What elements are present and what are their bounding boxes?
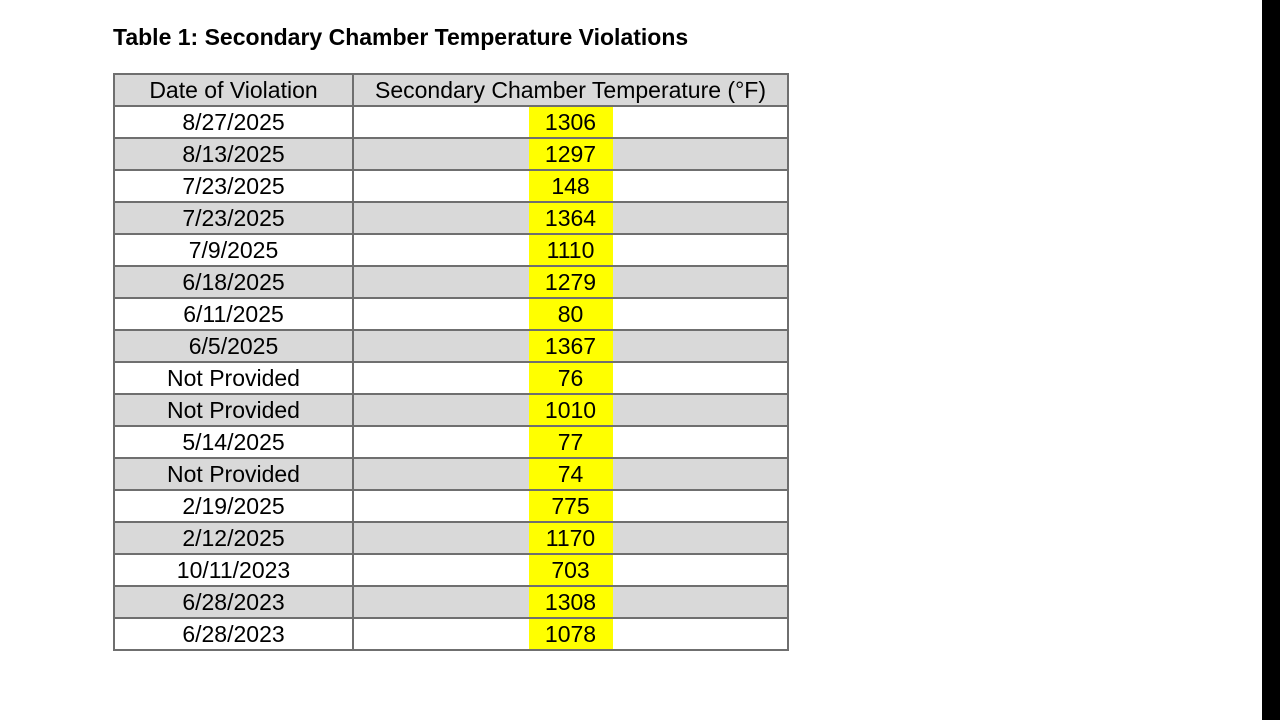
table-row (114, 170, 788, 202)
temperature-cell (353, 490, 788, 522)
temperature-cell (353, 522, 788, 554)
table-row (114, 586, 788, 618)
temperature-cell (353, 330, 788, 362)
table-row (114, 522, 788, 554)
table-header-row (114, 74, 788, 106)
temperature-cell (353, 138, 788, 170)
table-row (114, 234, 788, 266)
date-cell: 6/28/2023 (114, 586, 353, 618)
date-cell: 2/12/2025 (114, 522, 353, 554)
table-caption: Table 1: Secondary Chamber Temperature Violations (113, 24, 689, 50)
table-row (114, 394, 788, 426)
date-cell: Not Provided (114, 458, 353, 490)
table-row (114, 202, 788, 234)
temperature-value: 77 (529, 427, 613, 457)
temperature-value: 74 (529, 459, 613, 489)
table-row (114, 426, 788, 458)
temperature-cell (353, 554, 788, 586)
date-cell: 7/23/2025 (114, 170, 353, 202)
violations-table (113, 73, 789, 651)
temperature-cell (353, 106, 788, 138)
temperature-value: 80 (529, 299, 613, 329)
date-cell: 7/23/2025 (114, 202, 353, 234)
temperature-cell (353, 618, 788, 650)
date-cell: 6/28/2023 (114, 618, 353, 650)
temperature-cell (353, 586, 788, 618)
date-cell: 8/13/2025 (114, 138, 353, 170)
temperature-value: 775 (529, 491, 613, 521)
date-cell: 5/14/2025 (114, 426, 353, 458)
temperature-value: 1364 (529, 203, 613, 233)
date-cell: 2/19/2025 (114, 490, 353, 522)
temperature-value: 148 (529, 171, 613, 201)
table-row (114, 266, 788, 298)
temperature-value: 1306 (529, 107, 613, 137)
date-cell: 6/5/2025 (114, 330, 353, 362)
table-row (114, 458, 788, 490)
temperature-value: 1367 (529, 331, 613, 361)
temperature-value: 1279 (529, 267, 613, 297)
temperature-value: 1010 (529, 395, 613, 425)
temperature-cell (353, 362, 788, 394)
temperature-cell (353, 394, 788, 426)
date-cell: 6/11/2025 (114, 298, 353, 330)
temperature-cell (353, 298, 788, 330)
temperature-value: 76 (529, 363, 613, 393)
date-cell: Not Provided (114, 394, 353, 426)
temperature-value: 1110 (529, 235, 613, 265)
temperature-cell (353, 266, 788, 298)
temperature-value: 1308 (529, 587, 613, 617)
table-row (114, 298, 788, 330)
date-cell: 8/27/2025 (114, 106, 353, 138)
table-row (114, 362, 788, 394)
temperature-cell (353, 202, 788, 234)
table-row (114, 330, 788, 362)
window-edge (1262, 0, 1280, 720)
header-date-of-violation: Date of Violation (114, 74, 353, 106)
date-cell: 6/18/2025 (114, 266, 353, 298)
temperature-cell (353, 234, 788, 266)
table-row (114, 554, 788, 586)
temperature-cell (353, 458, 788, 490)
temperature-cell (353, 426, 788, 458)
temperature-value: 1078 (529, 619, 613, 649)
date-cell: 7/9/2025 (114, 234, 353, 266)
table-row (114, 106, 788, 138)
header-secondary-chamber-temperature: Secondary Chamber Temperature (°F) (353, 74, 788, 106)
date-cell: 10/11/2023 (114, 554, 353, 586)
temperature-cell (353, 170, 788, 202)
table-row (114, 138, 788, 170)
table-row (114, 618, 788, 650)
temperature-value: 703 (529, 555, 613, 585)
table-row (114, 490, 788, 522)
date-cell: Not Provided (114, 362, 353, 394)
temperature-value: 1170 (529, 523, 613, 553)
temperature-value: 1297 (529, 139, 613, 169)
